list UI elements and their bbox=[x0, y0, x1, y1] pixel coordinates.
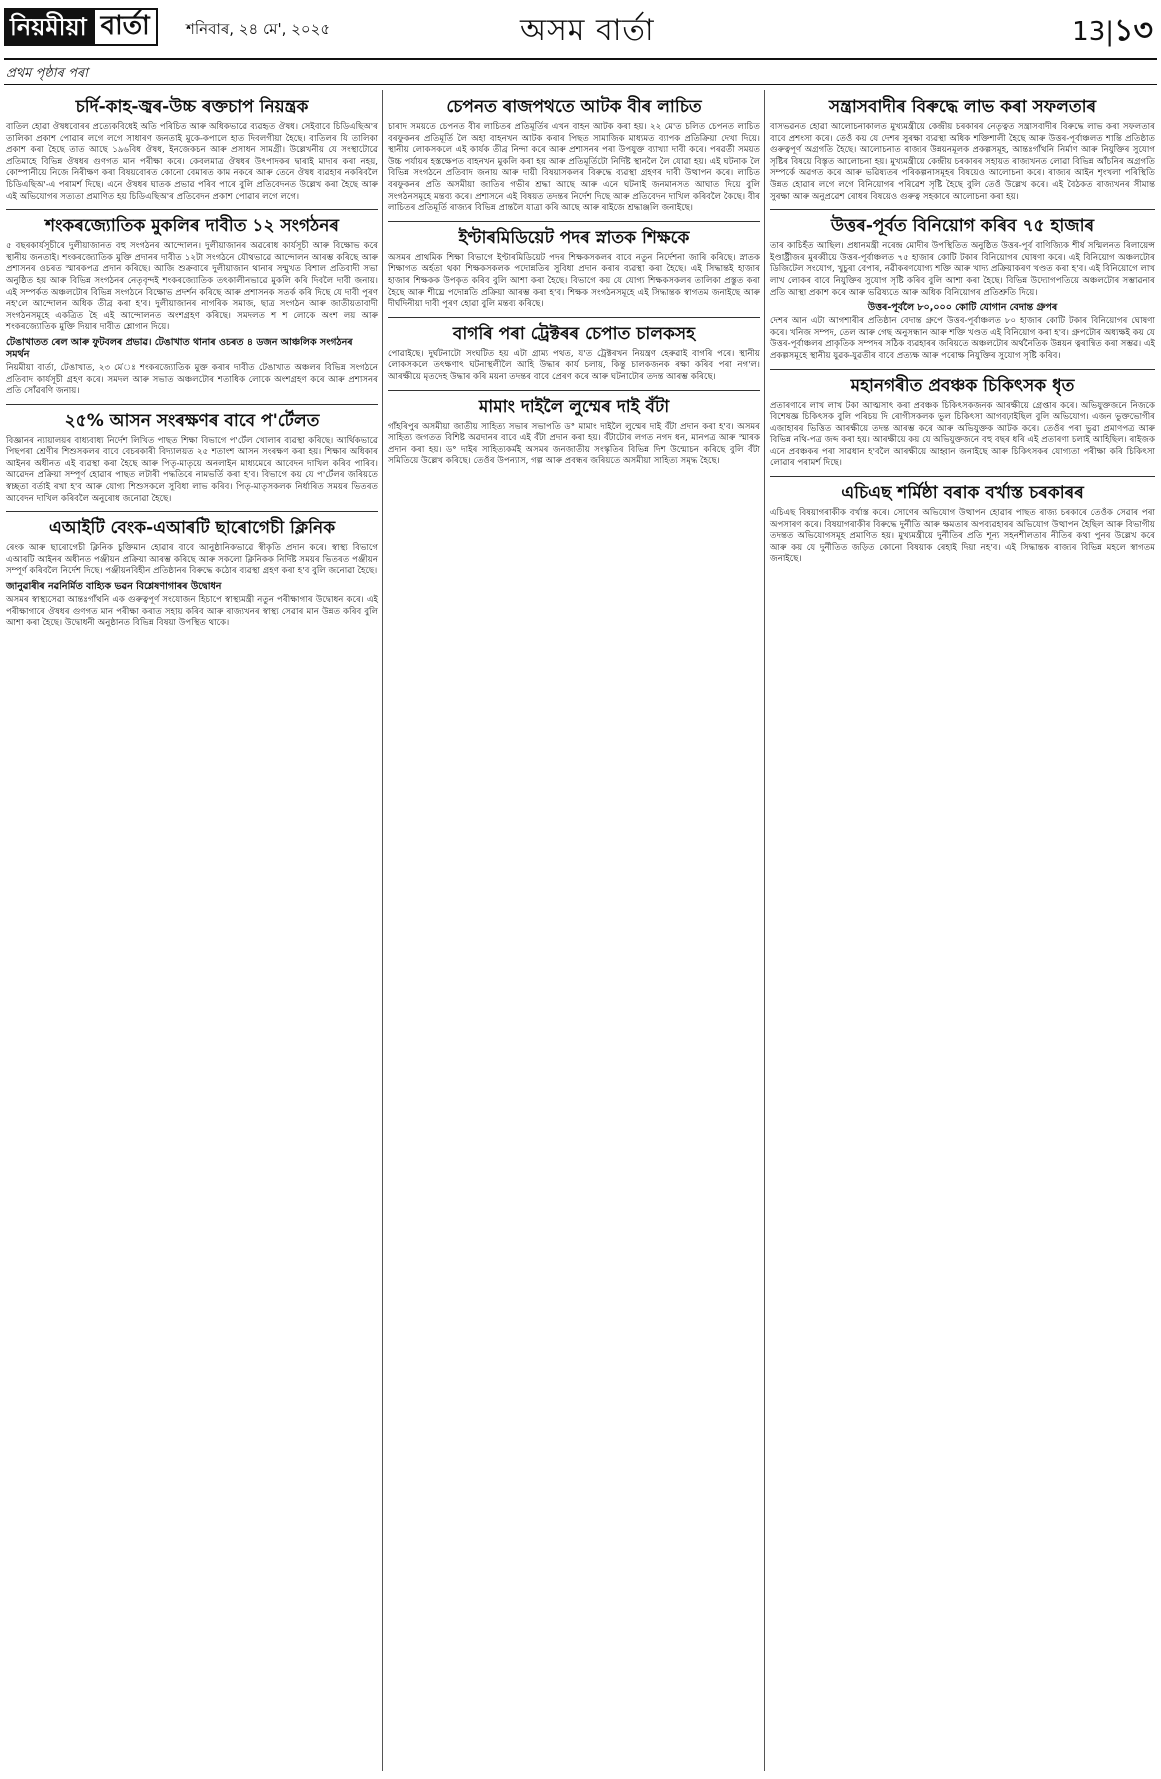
article-body: প্ৰতাৰণাৰে লাখ লাখ টকা আত্মসাৎ কৰা প্ৰবঞ্চক চিকিৎসকজনক আৰক্ষীয়ে গ্ৰেপ্তাৰ কৰে। অভিযুক্তজনে নিজকে বিশেষজ্ঞ চিকিৎসক বুলি পৰিচয় দি ৰোগীসকলক ভুল চিকিৎসা আগবঢ়াইছিল বুলি অভিযোগ। এজন ভুক্তভোগীৰ এজাহাৰৰ ভিত্তিত আৰক্ষীয়ে তদন্ত আৰম্ভ কৰে আৰু অভিযুক্তক আটক কৰে। তেওঁৰ পৰা ভুৱা প্ৰমাণপত্ৰ আৰু বিভিন্ন নথি-পত্ৰ জব্দ কৰা হয়। আৰক্ষীয়ে কয় যে অভিযুক্তজনে বহু বছৰ ধৰি এই প্ৰতাৰণা চলাই আহিছিল। ৰাইজক এনে প্ৰবঞ্চকৰ পৰা সাৱধান হ'বলৈ আৰক্ষীয়ে আহ্বান জনাইছে আৰু চিকিৎসকৰ যোগ্যতা পৰীক্ষা কৰি চিকিৎসা লোৱাৰ পৰামৰ্শ দিছে। bbox=[770, 400, 1155, 469]
headline: উত্তৰ-পূৰ্বত বিনিয়োগ কৰিব ৭৫ হাজাৰ bbox=[830, 216, 1095, 237]
article bbox=[6, 517, 378, 630]
continued-label: প্ৰথম পৃষ্ঠাৰ পৰা bbox=[6, 66, 88, 81]
article-divider bbox=[6, 404, 378, 405]
article bbox=[6, 410, 378, 506]
article bbox=[388, 323, 760, 384]
article bbox=[388, 96, 760, 215]
headline: এচিএছ শৰ্মিষ্ঠা বৰাক বৰ্খাস্ত চৰকাৰৰ bbox=[841, 483, 1084, 504]
article bbox=[770, 96, 1155, 203]
article-divider bbox=[388, 390, 760, 391]
headline: মহানগৰীত প্ৰবঞ্চক চিকিৎসক ধৃত bbox=[850, 375, 1075, 396]
headline: চেপনত ৰাজপথতে আটক বীৰ লাচিত bbox=[446, 97, 702, 117]
issue-date: শনিবাৰ, ২৪ মে', ২০২৫ bbox=[186, 20, 331, 38]
subheadline: জানুৱাৰীৰ নৱনিৰ্মিত বাহ্যিক ভৱন বিশ্লেষণাগাৰৰ উদ্বোধন bbox=[6, 581, 222, 593]
subheadline: উত্তৰ-পূৰ্বলৈ ৮০,০০০ কোটি যোগান বেদান্ত গ্ৰুপৰ bbox=[867, 302, 1058, 314]
logo-right-text: বাৰ্তা bbox=[93, 8, 158, 46]
headline: ইণ্টাৰমিডিয়েট পদৰ স্নাতক শিক্ষকে bbox=[458, 227, 690, 248]
article bbox=[770, 215, 1155, 362]
article-body: এচিএছ বিষয়াগৰাকীক বৰ্খাস্ত কৰে। সোণেৰ অভিযোগ উত্থাপন হোৱাৰ পাছত ৰাজ্য চৰকাৰে তেওঁক সেৱাৰ পৰা অপসাৰণ কৰে। বিষয়াগৰাকীৰ বিৰুদ্ধে দুৰ্নীতি আৰু ক্ষমতাৰ অপব্যৱহাৰৰ অভিযোগ উত্থাপন হৈছিল আৰু বিভাগীয় তদন্তত অভিযোগসমূহ প্ৰমাণিত হয়। মুখ্যমন্ত্ৰীয়ে দুৰ্নীতিৰ প্ৰতি শূন্য সহনশীলতাৰ নীতিৰ কথা পুনৰ উল্লেখ কৰে আৰু কয় যে দুৰ্নীতিত জড়িত কোনো বিষয়াক ৰেহাই দিয়া নহ'ব। এই সিদ্ধান্তক ৰাজ্যৰ বিভিন্ন মহলে স্বাগতম জনাইছে। bbox=[770, 508, 1155, 565]
headline: ২৫% আসন সংৰক্ষণৰ বাবে প'ৰ্টেলত bbox=[64, 410, 320, 431]
masthead bbox=[0, 0, 1161, 81]
article-body: অসমৰ প্ৰাথমিক শিক্ষা বিভাগে ইণ্টাৰমিডিয়েট পদৰ শিক্ষকসকলৰ বাবে নতুন নিৰ্দেশনা জাৰি কৰিছে। স্নাতক শিক্ষাগত অৰ্হতা থকা শিক্ষকসকলক পদোন্নতিৰ সুবিধা প্ৰদান কৰাৰ ব্যৱস্থা কৰা হৈছে। এই সিদ্ধান্তই হাজাৰ হাজাৰ শিক্ষকক উপকৃত কৰিব বুলি আশা কৰা হৈছে। বিভাগে কয় যে যোগ্য শিক্ষকসকলৰ তালিকা প্ৰস্তুত কৰা হৈছে আৰু শীঘ্ৰে পদোন্নতি প্ৰক্ৰিয়া আৰম্ভ কৰা হ'ব। শিক্ষক সংগঠনসমূহে এই সিদ্ধান্তক স্বাগতম জনাইছে আৰু দীৰ্ঘদিনীয়া দাবী পূৰণ হোৱা বুলি মন্তব্য কৰিছে। bbox=[388, 252, 760, 310]
article-body: ৫ বছৰকাৰ্যসূচীৰে দুলীয়াজানত বহু সংগঠনৰ আন্দোলন। দুলীয়াজানৰ অৱৰোধ কাৰ্যসূচী আৰু বিক্ষোভ কৰে স্থানীয় জনতাই। শংকৰজ্যোতিক মুক্তি প্ৰদানৰ দাবীত ১২টা সংগঠনে যৌথভাৱে আন্দোলন আৰম্ভ কৰিছে আৰু প্ৰশাসনৰ ওচৰত স্মাৰকপত্ৰ প্ৰদান কৰিছে। আজি শুক্ৰবাৰে দুলীয়াজান থানাৰ সন্মুখত বিশাল প্ৰতিবাদী সভা অনুষ্ঠিত হয় আৰু বিভিন্ন সংগঠনৰ নেতৃবৃন্দই শংকৰজ্যোতিক তৎকালীনভাৱে মুকলি কৰি দিবলৈ দাবী জনায়। এই সম্পৰ্কত অঞ্চলটোৰ বিভিন্ন সংগঠনে বিক্ষোভ প্ৰদৰ্শন কৰিছে আৰু প্ৰশাসনক সতৰ্ক কৰি দিছে যে দাবী পূৰণ নহ'লে আন্দোলন অধিক তীব্ৰ কৰা হ'ব। দুলীয়াজানৰ নাগৰিক সমাজ, ছাত্ৰ সংগঠন আৰু জাতীয়তাবাদী সংগঠনসমূহে একত্ৰিত হৈ এই আন্দোলনত অংশগ্ৰহণ কৰিছে। সমদলত শ শ লোকে অংশ লয় আৰু শংকৰজ্যোতিক মুক্তি দিয়াৰ দাবীত শ্লোগান দিয়ে। bbox=[6, 241, 378, 333]
column-middle bbox=[388, 92, 760, 474]
article-body: তাৰ কাচিহঁত আছিল। প্ৰধানমন্ত্ৰী নৰেন্দ্ৰ মোদীৰ উপস্থিতিত অনুষ্ঠিত উত্তৰ-পূৰ্ব বাণিজ্যিক শীৰ্ষ সন্মিলনত ৰিলায়েন্স ইণ্ডাষ্ট্ৰীজৰ মুৰব্বীয়ে উত্তৰ-পূৰ্বাঞ্চলত ৭৫ হাজাৰ কোটি টকাৰ বিনিয়োগৰ ঘোষণা কৰে। এই বিনিয়োগ অঞ্চলটোৰ ডিজিটেল সংযোগ, খুচুৰা বেপাৰ, নৱীকৰণযোগ্য শক্তি আৰু খাদ্য প্ৰক্ৰিয়াকৰণ খণ্ডত কৰা হ'ব। এই বিনিয়োগে লাখ লাখ লোকৰ বাবে নিযুক্তিৰ সুযোগ সৃষ্টি কৰিব বুলি আশা কৰা হৈছে। বিভিন্ন উদ্যোগপতিয়ে অঞ্চলটোৰ সম্ভাৱনাৰ প্ৰতি আস্থা প্ৰকাশ কৰে আৰু ভৱিষ্যতে আৰু অধিক বিনিয়োগৰ প্ৰতিশ্ৰুতি দিয়ে। bbox=[770, 241, 1155, 298]
article bbox=[6, 96, 378, 203]
headline: মামাং দাইলৈ লুম্মেৰ দাই বঁটা bbox=[478, 396, 670, 417]
headline: সন্ত্ৰাসবাদীৰ বিৰুদ্ধে লাভ কৰা সফলতাৰ bbox=[828, 97, 1097, 117]
article-divider bbox=[6, 511, 378, 512]
article-divider bbox=[770, 476, 1155, 477]
page-number-divider: | bbox=[1105, 17, 1115, 47]
column-right bbox=[770, 92, 1155, 572]
article-body: ৰেংক আৰু ছাৰোগেচী ক্লিনিক চুক্তিমান হোৱাৰ বাবে আনুষ্ঠানিকভাৱে স্বীকৃতি প্ৰদান কৰে। স্বাস্থ্য বিভাগে এআৰটি আইনৰ অধীনত পঞ্জীয়ন প্ৰক্ৰিয়া আৰম্ভ কৰিছে আৰু সকলো ক্লিনিকক নিৰ্দিষ্ট সময়ৰ ভিতৰত পঞ্জীয়ন সম্পূৰ্ণ কৰিবলৈ নিৰ্দেশ দিছে। পঞ্জীয়নবিহীন প্ৰতিষ্ঠানৰ বিৰুদ্ধে কঠোৰ ব্যৱস্থা গ্ৰহণ কৰা হ'ব বুলি জনোৱা হৈছে। bbox=[6, 543, 378, 577]
article-body: বাসভৱনত হোৱা আলোচনাকালত মুখ্যমন্ত্ৰীয়ে কেন্দ্ৰীয় চৰকাৰৰ নেতৃত্বত সন্ত্ৰাসবাদীৰ বিৰুদ্ধে লাভ কৰা সফলতাৰ বাবে প্ৰশংসা কৰে। তেওঁ কয় যে দেশৰ সুৰক্ষা ব্যৱস্থা অধিক শক্তিশালী হৈছে আৰু উত্তৰ-পূৰ্বাঞ্চলত শান্তি প্ৰতিষ্ঠাত গুৰুত্বপূৰ্ণ অগ্ৰগতি হৈছে। আলোচনাত ৰাজ্যৰ উন্নয়নমূলক প্ৰকল্পসমূহ, আন্তঃগাঁথনি নিৰ্মাণ আৰু নিযুক্তিৰ সুযোগ সৃষ্টিৰ বিষয়ে বিস্তৃত আলোচনা হয়। মুখ্যমন্ত্ৰীয়ে কেন্দ্ৰীয় চৰকাৰৰ সহায়ত ৰাজ্যখনত লোৱা বিভিন্ন আঁচনিৰ অগ্ৰগতি সম্পৰ্কে অৱগত কৰে আৰু ভৱিষ্যতৰ পৰিকল্পনাসমূহৰ বিষয়েও আলোচনা কৰে। ৰাজ্যৰ আইন শৃংখলা পৰিস্থিতি উন্নত হোৱাৰ লগে লগে বিনিয়োগৰ পৰিৱেশ সৃষ্টি হৈছে বুলি তেওঁ উল্লেখ কৰে। এই বৈঠকত ৰাজ্যখনৰ সীমান্ত সুৰক্ষা আৰু অনুপ্ৰৱেশ ৰোধৰ বিষয়েও গুৰুত্ব সহকাৰে আলোচনা কৰা হয়। bbox=[770, 122, 1155, 202]
headline: এআইটি বেংক-এআৰটি ছাৰোগেচী ক্লিনিক bbox=[48, 518, 336, 539]
masthead-rule bbox=[4, 58, 1157, 60]
headline: চৰ্দি-কাহ-জ্বৰ-উচ্চ ৰক্তচাপ নিয়ন্ত্ৰক bbox=[75, 97, 309, 117]
headline: শংকৰজ্যোতিক মুকলিৰ দাবীত ১২ সংগঠনৰ bbox=[45, 216, 339, 237]
subheadline: টেঙাখাতত ৰেল আৰু ফুটবলৰ প্ৰভাৱ। টেঙাখাত থানাৰ ওচৰত ৪ ডজন আঞ্চলিক সংগঠনৰ সমৰ্থন bbox=[6, 336, 353, 360]
article-divider bbox=[6, 209, 378, 210]
page-number-latin: 13 bbox=[1072, 17, 1106, 47]
article-body: গাঁহৰিপুৰ অসমীয়া জাতীয় সাহিত্য সভাৰ সভাপতি ড° মামাং দাইলৈ লুম্মেৰ দাই বঁটা প্ৰদান কৰা হ'ব। অসমৰ সাহিত্য জগতত বিশিষ্ট অৱদানৰ বাবে এই বঁটা প্ৰদান কৰা হয়। বঁটাটোৰ লগত নগদ ধন, মানপত্ৰ আৰু স্মাৰক প্ৰদান কৰা হয়। ড° দাইৰ সাহিত্যকৰ্মই অসমৰ জনজাতীয় সংস্কৃতিৰ বিভিন্ন দিশ উন্মোচন কৰিছে বুলি বঁটা সমিতিয়ে উল্লেখ কৰিছে। তেওঁৰ উপন্যাস, গল্প আৰু প্ৰবন্ধৰ জৰিয়তে অসমীয়া সাহিত্য সমৃদ্ধ হৈছে। bbox=[388, 421, 760, 467]
column-divider bbox=[764, 90, 765, 1771]
article-body: বিজ্ঞানৰ ন্যায়ালয়ৰ বাধ্যবাধ্য নিৰ্দেশ লিখিত পাছত শিক্ষা বিভাগে প'ৰ্টেল খোলাৰ ব্যৱস্থা কৰিছে। আৰ্থিকভাৱে পিছপৰা শ্ৰেণীৰ শিশুসকলৰ বাবে বেচৰকাৰী বিদ্যালয়ত ২৫ শতাংশ আসন সংৰক্ষণ কৰা হয়। শিক্ষাৰ অধিকাৰ আইনৰ অধীনত এই ব্যৱস্থা কৰা হৈছে আৰু পিতৃ-মাতৃয়ে অনলাইন মাধ্যমেৰে আবেদন দাখিল কৰিব পাৰিব। আৱেদন প্ৰক্ৰিয়া সম্পূৰ্ণ হোৱাৰ পাছত লটাৰী পদ্ধতিৰে নামভৰ্তি কৰা হ'ব। বিভাগে কয় যে প'ৰ্টেলৰ জৰিয়তে স্বচ্ছতা বৰ্তাই ৰখা হ'ব আৰু যোগ্য শিশুসকলে সুবিধা লাভ কৰিব। পিতৃ-মাতৃসকলক নিৰ্ধাৰিত সময়ৰ ভিতৰত আবেদন দাখিল কৰিবলৈ অনুৰোধ জনোৱা হৈছে। bbox=[6, 435, 378, 504]
article bbox=[6, 215, 378, 398]
sub-rule bbox=[4, 84, 1157, 85]
article bbox=[388, 396, 760, 468]
article bbox=[388, 227, 760, 311]
article bbox=[770, 375, 1155, 471]
article-body: বাতিল হোৱা ঔষধবোৰৰ প্ৰত্যেকবিধেই অতি পৰিচিত আৰু অধিকভাৱে ব্যৱহৃত ঔষধ। সেইবাবে চিডিএছিঅ'ৰ তালিকা প্ৰকাশ পোৱাৰ লগে লগে সাধাৰণ জনতাই মুকে-কপালে হাত দিবলগীয়া হৈছে। বাতিলৰ যি তালিকা প্ৰকাশ কৰা হৈছে তাত আছে ১৯৬বিধ ঔষধ, ইনজেকচন আৰু প্ৰসাধন সামগ্ৰী। উল্লেখনীয় যে সংস্থাটোৱে প্ৰতিমাহে বিভিন্ন ঔষধৰ গুণগত মান পৰীক্ষা কৰে। কেবলমাত্ৰ ঔষধৰ উৎপাদকৰ দ্বাৰাই মাদাৰ কৰা নহয়, কোম্পানীয়ে নিজে নিৰীক্ষণ কৰা বিষয়বোৰত কোনো বেমাৰত কাম নকৰে আৰু তেনে ঔষধ ব্যৱহাৰ নকৰিবলৈ চিডিএছিঅ'-এ পৰামৰ্শ দিছে। এনে ঔষধৰ ঘাতক প্ৰভাৱ পৰিব পাৰে বুলি প্ৰতিবেদনত উল্লেখ কৰা হৈছে আৰু এই অভিযোগৰ সত্যতা প্ৰমাণিত হয় চিডিএছিঅ'ৰ প্ৰতিবেদন প্ৰকাশ পোৱাৰ লগে লগে। bbox=[6, 122, 378, 202]
article bbox=[770, 482, 1155, 566]
logo-left-text: নিয়মীয়া bbox=[4, 8, 93, 46]
article-body: পোৱাইছে। দুৰ্ঘটনাটো সংঘটিত হয় এটা গ্ৰাম্য পথত, য'ত ট্ৰেক্টৰখন নিয়ন্ত্ৰণ হেৰুৱাই বাগৰি পৰে। স্থানীয় লোকসকলে তৎক্ষণাৎ ঘটনাস্থলীলৈ আহি উদ্ধাৰ কাৰ্য চলায়, কিন্তু চালকজনক ৰক্ষা কৰিব পৰা নগ'ল। আৰক্ষীয়ে মৃতদেহ উদ্ধাৰ কৰি ময়না তদন্তৰ বাবে প্ৰেৰণ কৰে আৰু ঘটনাটোৰ তদন্ত আৰম্ভ কৰিছে। bbox=[388, 348, 760, 382]
article-body: দেশৰ আন এটা আগশাৰীৰ প্ৰতিষ্ঠান বেদান্ত গ্ৰুপে উত্তৰ-পূৰ্বাঞ্চলত ৮০ হাজাৰ কোটি টকাৰ বিনিয়োগৰ ঘোষণা কৰে। খনিজ সম্পদ, তেল আৰু গেছ অনুসন্ধান আৰু শক্তি খণ্ডত এই বিনিয়োগ কৰা হ'ব। গ্ৰুপটোৰ অধ্যক্ষই কয় যে উত্তৰ-পূৰ্বাঞ্চলৰ প্ৰাকৃতিক সম্পদৰ সঠিক ব্যৱহাৰৰ জৰিয়তে অঞ্চলটোৰ অৰ্থনৈতিক উন্নয়ন ত্বৰান্বিত কৰা সম্ভৱ। এই প্ৰকল্পসমূহে স্থানীয় যুৱক-যুৱতীৰ বাবে প্ৰত্যক্ষ আৰু পৰোক্ষ নিযুক্তিৰ সুযোগ সৃষ্টি কৰিব। bbox=[770, 316, 1155, 361]
page-number bbox=[1072, 6, 1153, 57]
column-left bbox=[6, 92, 378, 636]
page-number-native: ১৩ bbox=[1114, 13, 1153, 48]
article-body: অসমৰ স্বাস্থ্যসেৱা আন্তঃগাঁথনি এক গুৰুত্বপূৰ্ণ সংযোজন হিচাপে স্বাস্থ্যমন্ত্ৰী নতুন পৰীক্ষাগাৰ উদ্বোধন কৰে। এই পৰীক্ষাগাৰে ঔষধৰ গুণগত মান পৰীক্ষা কৰাত সহায় কৰিব আৰু ৰাজ্যখনৰ স্বাস্থ্য সেৱাৰ মান উন্নত কৰিব বুলি আশা কৰা হৈছে। উদ্বোধনী অনুষ্ঠানত বিভিন্ন বিষয়া উপস্থিত থাকে। bbox=[6, 595, 378, 629]
article-body: চাৰাদ সময়তে চেপনত বীৰ লাচিতৰ প্ৰতিমূৰ্তিৰ এখন বাহন আটক কৰা হয়। ২২ মে'ত চলিত চেপনত লাচিত বৰফুকনৰ প্ৰতিমূৰ্তি লৈ অহা বাহনখন আটক কৰাৰ পিছত সামাজিক মাধ্যমত ব্যাপক প্ৰতিক্ৰিয়া দেখা দিয়ে। স্থানীয় লোকসকলে এই কাৰ্যক তীব্ৰ নিন্দা কৰে আৰু প্ৰশাসনৰ পৰা উপযুক্ত ব্যাখ্যা দাবী কৰে। পৰৱৰ্তী সময়ত উচ্চ পৰ্যায়ৰ হস্তক্ষেপত বাহনখন মুকলি কৰা হয় আৰু প্ৰতিমূৰ্তিটো নিৰ্দিষ্ট স্থানলৈ লৈ যোৱা হয়। এই ঘটনাক লৈ বিভিন্ন সংগঠনে প্ৰতিবাদ জনায় আৰু দায়ী বিষয়াসকলৰ বিৰুদ্ধে ব্যৱস্থা গ্ৰহণৰ দাবী উত্থাপন কৰে। লাচিত বৰফুকনৰ প্ৰতি অসমীয়া জাতিৰ গভীৰ শ্ৰদ্ধা আছে আৰু এনে ঘটনাই জনমানসত আঘাত দিয়ে বুলি সংগঠনসমূহে মন্তব্য কৰে। প্ৰশাসনে এই বিষয়ত তদন্তৰ নিৰ্দেশ দিছে আৰু প্ৰতিবেদন দাখিল কৰিবলৈ কৈছে। বীৰ লাচিতৰ প্ৰতিমূৰ্তি ৰাজ্যৰ বিভিন্ন প্ৰান্তলৈ যাত্ৰা কৰি আছে আৰু ৰাইজে শ্ৰদ্ধাঞ্জলি জনাইছে। bbox=[388, 122, 760, 214]
article-body: নিয়মীয়া বাৰ্তা, টেঙাখাত, ২৩ মে'ঃ শংকৰজ্যোতিক মুক্ত কৰাৰ দাবীত টেঙাখাত অঞ্চলৰ বিভিন্ন সংগঠনে প্ৰতিবাদ কাৰ্যসূচী গ্ৰহণ কৰে। সমদল আৰু সভাত অঞ্চলটোৰ শতাধিক লোকে অংশগ্ৰহণ কৰে আৰু প্ৰশাসনৰ প্ৰতি সোঁৱৰণি জনায়। bbox=[6, 362, 378, 397]
column-divider bbox=[382, 90, 383, 1771]
article-divider bbox=[770, 369, 1155, 370]
article-divider bbox=[770, 209, 1155, 210]
section-title: অসম বাৰ্তা bbox=[520, 13, 655, 48]
article-divider bbox=[388, 317, 760, 318]
article-divider bbox=[388, 221, 760, 222]
headline: বাগৰি পৰা ট্ৰেক্টৰৰ চেপাত চালকসহ bbox=[452, 323, 696, 344]
newspaper-logo bbox=[4, 8, 158, 46]
